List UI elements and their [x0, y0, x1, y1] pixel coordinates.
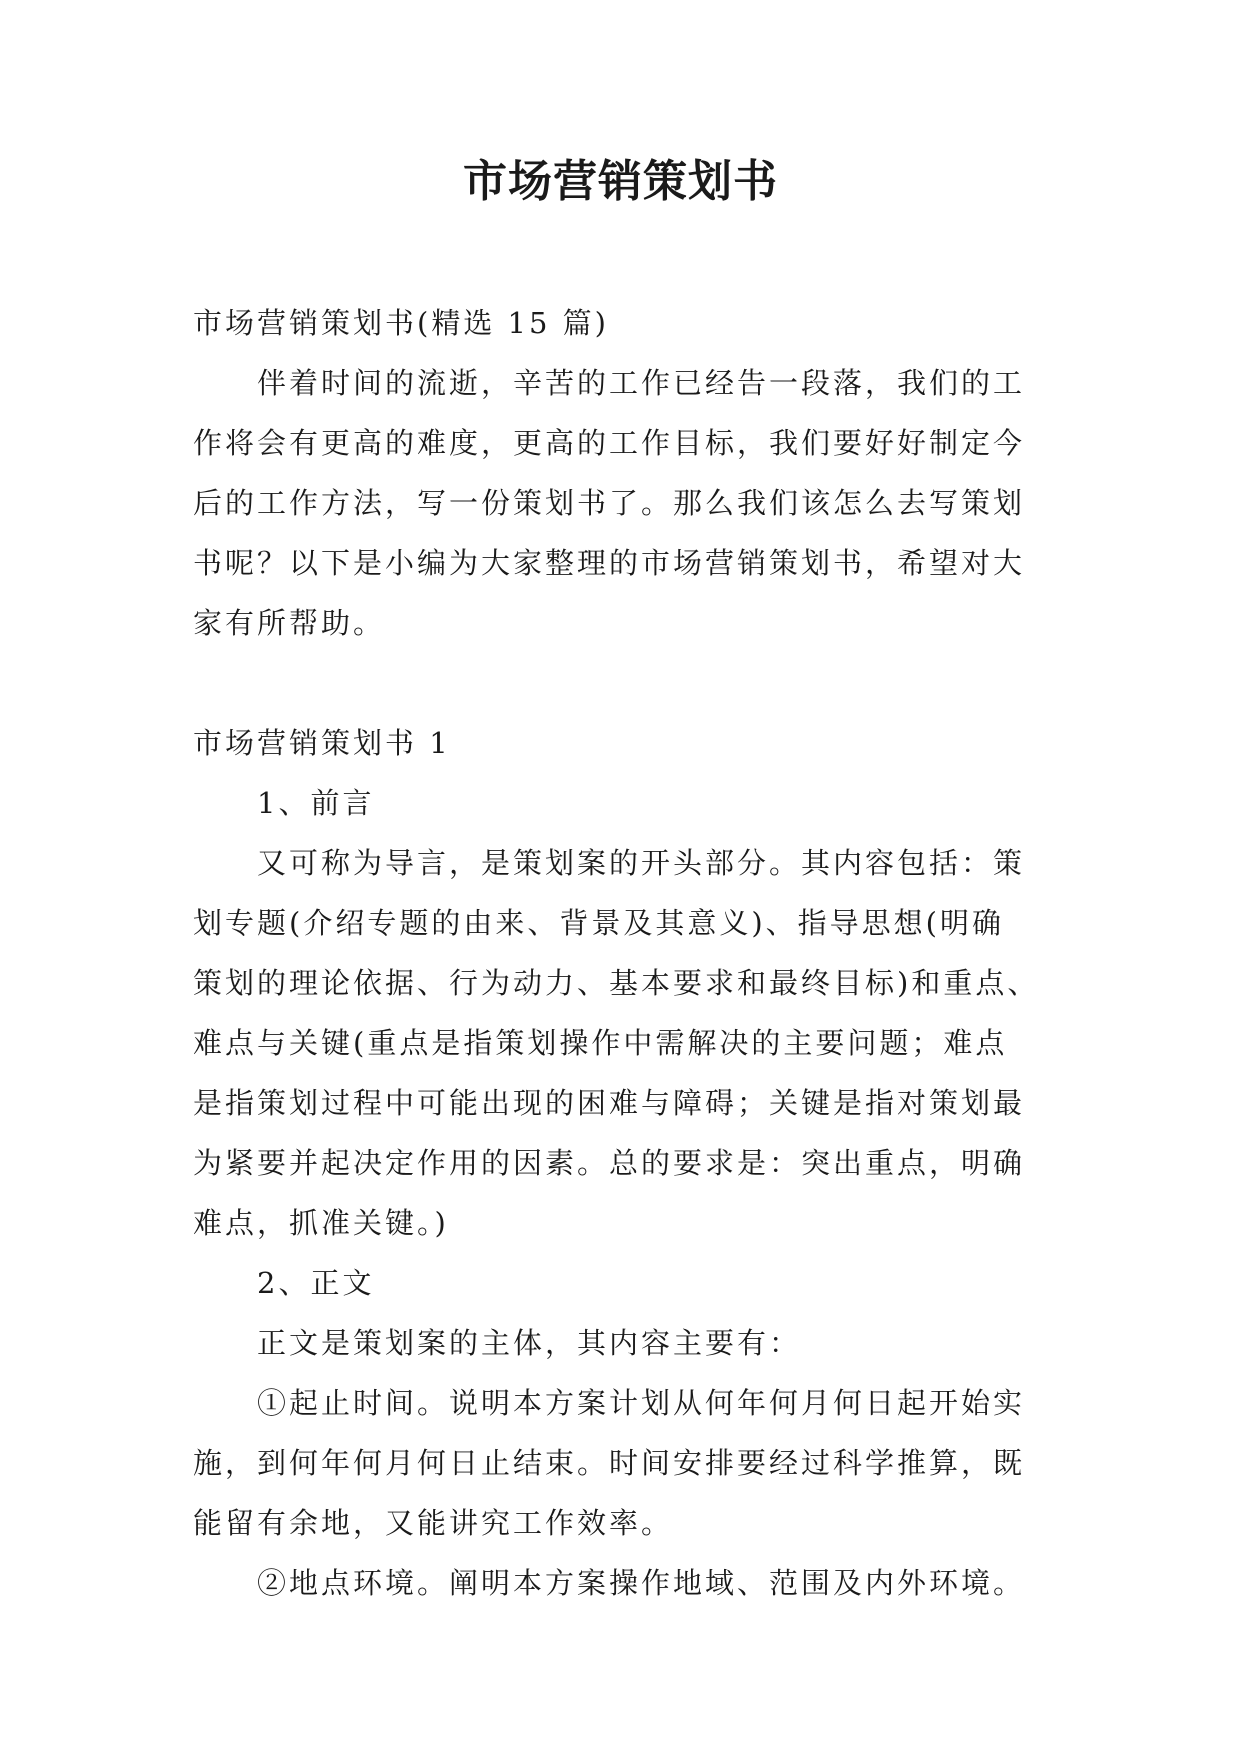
item1-line-2: 施，到何年何月何日止结束。时间安排要经过科学推算，既: [193, 1446, 1026, 1480]
intro-line-2: 作将会有更高的难度，更高的工作目标，我们要好好制定今: [193, 426, 1026, 460]
paragraph-gap: [193, 653, 1053, 713]
intro-line-1: 伴着时间的流逝，辛苦的工作已经告一段落，我们的工: [257, 366, 1026, 400]
main-heading: 2、正文: [257, 1266, 375, 1300]
preface-line-2: 划专题(介绍专题的由来、背景及其意义)、指导思想(明确: [193, 906, 1004, 940]
preface-line-1: 又可称为导言，是策划案的开头部分。其内容包括：策: [257, 846, 1026, 880]
item1-line-1: ①起止时间。说明本方案计划从何年何月何日起开始实: [257, 1386, 1026, 1420]
section-heading: 市场营销策划书 1: [193, 726, 451, 760]
item2-line-1: ②地点环境。阐明本方案操作地域、范围及内外环境。: [257, 1566, 1026, 1600]
intro-line-3: 后的工作方法，写一份策划书了。那么我们该怎么去写策划: [193, 486, 1026, 520]
preface-line-4: 难点与关键(重点是指策划操作中需解决的主要问题；难点: [193, 1026, 1008, 1060]
preface-line-3: 策划的理论依据、行为动力、基本要求和最终目标)和重点、: [193, 966, 1040, 1000]
subtitle: 市场营销策划书(精选 15 篇): [193, 306, 609, 340]
document-body: [193, 293, 1053, 1613]
main-intro: 正文是策划案的主体，其内容主要有：: [257, 1326, 802, 1360]
preface-heading: 1、前言: [257, 786, 375, 820]
preface-line-6: 为紧要并起决定作用的因素。总的要求是：突出重点，明确: [193, 1146, 1026, 1180]
document-title: 市场营销策划书: [463, 156, 778, 207]
intro-line-5: 家有所帮助。: [193, 606, 386, 640]
item1-line-3: 能留有余地，又能讲究工作效率。: [193, 1506, 674, 1540]
preface-line-7: 难点，抓准关键。): [193, 1206, 449, 1240]
intro-line-4: 书呢？以下是小编为大家整理的市场营销策划书，希望对大: [193, 546, 1026, 580]
preface-line-5: 是指策划过程中可能出现的困难与障碍；关键是指对策划最: [193, 1086, 1026, 1120]
